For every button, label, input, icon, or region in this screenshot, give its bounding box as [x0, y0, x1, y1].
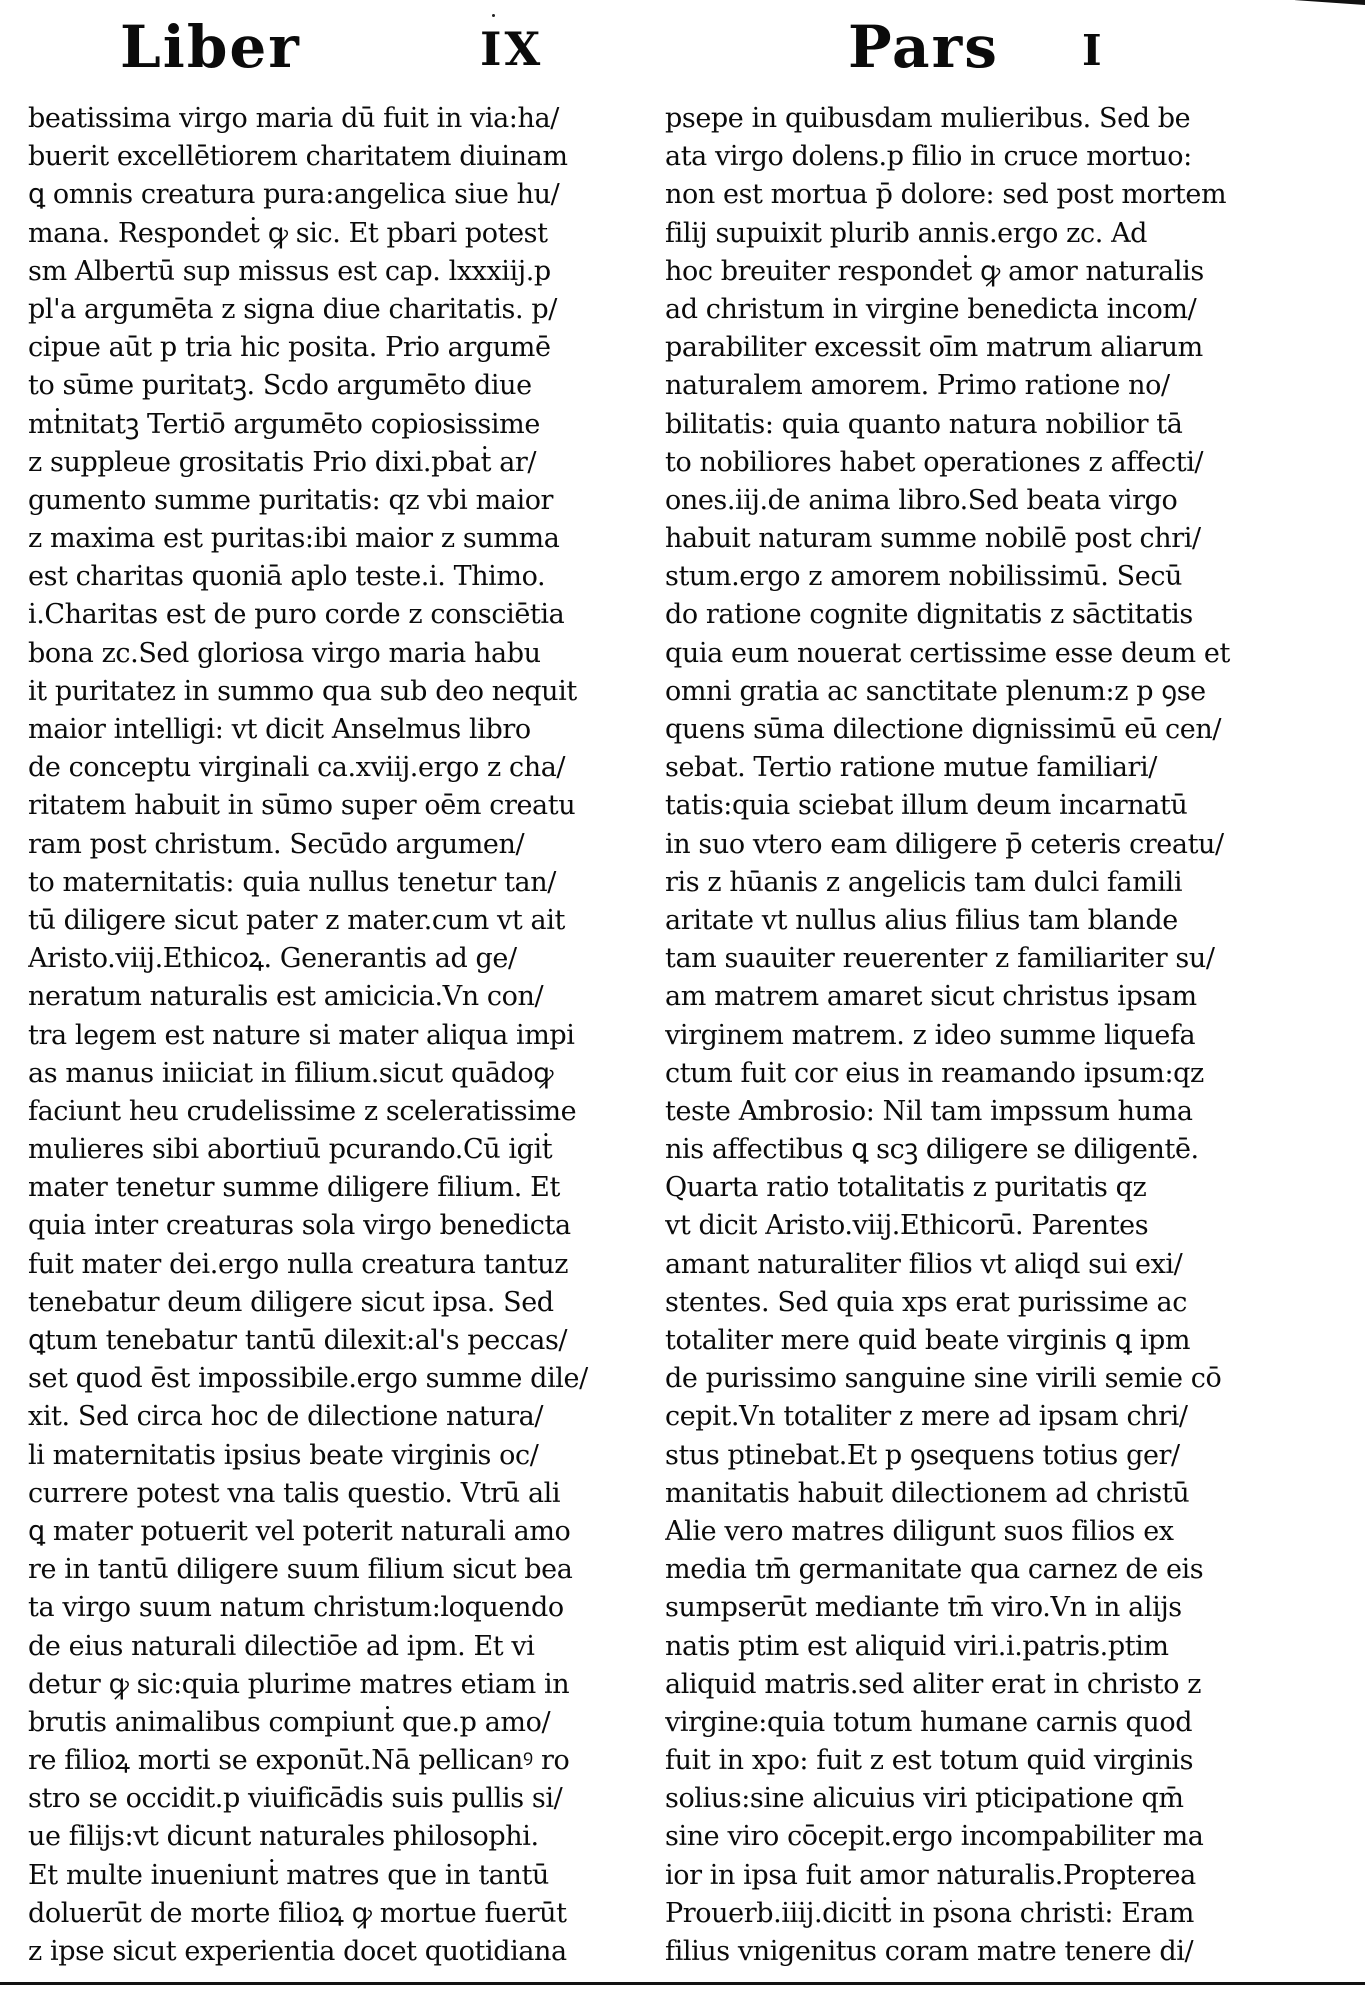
text-line-right: filius vnigenitus coram matre tenere di/	[665, 1936, 1194, 1967]
text-line-left: re in tantū diligere suum filium sicut bea	[28, 1554, 573, 1586]
text-line-left: Aristo.viij.Ethicoꝝ. Generantis ad ge/	[28, 943, 517, 975]
text-line-right: non est mortua p̄ dolore: sed post mortem	[665, 179, 1227, 211]
text-line-right: Quarta ratio totalitatis z puritatis qz	[665, 1172, 1147, 1204]
text-line-right: stum.ergo z amorem nobilissimū. Secū	[665, 561, 1183, 593]
text-line-left: as manus iniiciat in filium.sicut quādoꝙ	[28, 1057, 554, 1089]
text-line-left: set quod ēst impossibile.ergo summe dile/	[28, 1363, 588, 1395]
text-line-left: beatissima virgo maria dū fuit in via:ha/	[28, 103, 559, 134]
text-line-right: filij supuixit plurib annis.ergo zc. Ad	[665, 217, 1148, 249]
text-line-left: i.Charitas est de puro corde z consciētia	[28, 599, 565, 631]
text-line-right: to nobiliores habet operationes z affecti/	[665, 446, 1204, 478]
text-line-left: faciunt heu crudelissime z sceleratissime	[28, 1095, 577, 1127]
text-line-right: stus ptinebat.Et p ꝯsequens totius ger/	[665, 1439, 1180, 1471]
text-line-left: quia inter creaturas sola virgo benedicta	[28, 1210, 571, 1242]
text-line-right: sine viro cōcepit.ergo incompabiliter ma	[665, 1821, 1204, 1853]
text-line-right: manitatis habuit dilectionem ad christū	[665, 1477, 1190, 1509]
text-line-left: mater tenetur summe diligere filium. Et	[28, 1172, 560, 1204]
text-line-right: virginem matrem. z ideo summe liquefa	[665, 1019, 1196, 1051]
text-line-left: ta virgo suum natum christum:loquendo	[28, 1592, 564, 1624]
text-line-left: mulieres sibi abortiuū pcurando.Cū igiṫ	[28, 1134, 553, 1166]
text-column-left	[28, 100, 653, 1971]
text-line-left: de eius naturali dilectiōe ad ipm. Et vi	[28, 1630, 535, 1662]
text-line-left: li maternitatis ipsius beate virginis oc/	[28, 1439, 539, 1471]
text-column-right	[665, 100, 1265, 1971]
running-head-pars: Pars	[848, 13, 999, 81]
text-line-right: totaliter mere quid beate virginis ꝗ ipm	[665, 1325, 1191, 1356]
text-line-right: vt dicit Aristo.viij.Ethicorū. Parentes	[665, 1210, 1149, 1242]
text-line-right: in suo vtero eam diligere p̄ ceteris creatu/	[665, 828, 1224, 860]
text-line-left: fuit mater dei.ergo nulla creatura tantuz	[28, 1248, 569, 1280]
text-line-left: it puritatez in summo qua sub deo nequit	[28, 675, 577, 707]
text-line-left: z maxima est puritas:ibi maior z summa	[28, 523, 560, 555]
text-line-right: teste Ambrosio: Nil tam impssum huma	[665, 1095, 1193, 1127]
text-line-left: gumento summe puritatis: qz vbi maior	[28, 484, 554, 516]
text-line-right: ris z hūanis z angelicis tam dulci famili	[665, 866, 1183, 898]
text-line-right: omni gratia ac sanctitate plenum:z p ꝯse	[665, 675, 1206, 707]
text-line-left: buerit excellētiorem charitatem diuinam	[28, 141, 568, 173]
text-line-left: est charitas quoniā aplo teste.i. Thimo.	[28, 561, 546, 593]
text-line-right: tatis:quia sciebat illum deum incarnatū	[665, 790, 1188, 822]
text-line-left: xit. Sed circa hoc de dilectione natura/	[28, 1401, 544, 1433]
text-line-left: mṫnitatꝫ Tertiō argumēto copiosissime	[28, 408, 540, 440]
text-line-right: aritate vt nullus alius filius tam blande	[665, 904, 1178, 936]
text-line-right: natis ptim est aliquid viri.i.patris.ptim	[665, 1630, 1169, 1662]
text-line-left: currere potest vna talis questio. Vtrū ali	[28, 1477, 561, 1509]
text-line-left: sm Albertū sup missus est cap. lxxxiij.p	[28, 255, 551, 287]
text-line-right: Prouerb.iiij.dicitṫ in psona christi: Eram	[665, 1897, 1194, 1929]
text-line-right: de purissimo sanguine sine virili semie cō	[665, 1363, 1222, 1395]
scan-edge-bottom	[0, 1982, 1365, 1985]
text-line-right: amant naturaliter filios vt aliqd sui exi/	[665, 1248, 1183, 1280]
text-line-right: Alie vero matres diligunt suos filios ex	[665, 1515, 1174, 1547]
text-line-right: ior in ipsa fuit amor naturalis.Propterea	[665, 1859, 1196, 1891]
text-line-left: maior intelligi: vt dicit Anselmus libro	[28, 714, 531, 745]
text-line-right: fuit in xpo: fuit z est totum quid virginis	[665, 1745, 1194, 1777]
text-line-right: virgine:quia totum humane carnis quod	[665, 1706, 1193, 1738]
text-line-left: bona zc.Sed gloriosa virgo maria habu	[28, 637, 541, 669]
text-line-left: z ipse sicut experientia docet quotidiana	[28, 1936, 567, 1967]
text-line-right: tam suauiter reuerenter z familiariter su/	[665, 943, 1215, 975]
text-line-right: sebat. Tertio ratione mutue familiari/	[665, 752, 1157, 784]
text-line-left: z suppleue grositatis Prio dixi.pbaṫ ar/	[28, 446, 537, 478]
text-line-left: de conceptu virginali ca.xviij.ergo z cha/	[28, 752, 566, 784]
text-line-right: do ratione cognite dignitatis z sāctitatis	[665, 599, 1193, 631]
text-line-right: stentes. Sed quia xps erat purissime ac	[665, 1286, 1187, 1318]
text-line-left: ritatem habuit in sūmo super oēm creatu	[28, 790, 576, 822]
text-line-right: ad christum in virgine benedicta incom/	[665, 293, 1197, 325]
running-head-liber: Liber	[120, 13, 301, 81]
running-head-liber-number: IX	[480, 22, 544, 76]
text-line-right: nis affectibus ꝗ scꝫ diligere se diligentē.	[665, 1134, 1199, 1166]
text-line-left: cipue aūt p tria hic posita. Prio argumē	[28, 332, 551, 364]
text-line-left: detur ꝙ sic:quia plurime matres etiam in	[28, 1668, 570, 1700]
text-line-left: pl'a argumēta z signa diue charitatis. p/	[28, 293, 557, 325]
text-line-left: brutis animalibus compiunṫ que.p amo/	[28, 1706, 551, 1738]
text-line-left: ꝗ omnis creatura pura:angelica siue hu/	[28, 179, 560, 211]
text-line-right: aliquid matris.sed aliter erat in christo z	[665, 1668, 1202, 1700]
text-line-right: ctum fuit cor eius in reamando ipsum:qz	[665, 1057, 1204, 1089]
text-line-right: solius:sine alicuius viri pticipatione qm̄	[665, 1783, 1184, 1815]
text-line-left: Et multe inueniunṫ matres que in tantū	[28, 1859, 549, 1891]
text-line-left: ꝗ mater potuerit vel poterit naturali amo	[28, 1515, 571, 1547]
text-line-right: ata virgo dolens.p filio in cruce mortuo:	[665, 141, 1192, 173]
text-line-left: to sūme puritatꝫ. Scdo argumēto diue	[28, 370, 532, 402]
running-head-pars-number: I	[1082, 26, 1102, 75]
text-line-left: tra legem est nature si mater aliqua impi	[28, 1019, 575, 1051]
text-line-left: stro se occidit.p viuificādis suis pullis si/	[28, 1783, 563, 1815]
text-line-right: habuit naturam summe nobilē post chri/	[665, 523, 1201, 555]
text-line-right: naturalem amorem. Primo ratione no/	[665, 370, 1170, 402]
text-line-right: psepe in quibusdam mulieribus. Sed be	[665, 103, 1191, 134]
text-line-right: parabiliter excessit oīm matrum aliarum	[665, 332, 1203, 364]
text-line-left: ue filijs:vt dicunt naturales philosophi.	[28, 1821, 539, 1853]
text-line-left: ram post christum. Secūdo argumen/	[28, 828, 525, 860]
text-line-left: to maternitatis: quia nullus tenetur tan/	[28, 866, 556, 898]
text-line-right: quens sūma dilectione dignissimū eū cen/	[665, 714, 1222, 745]
text-line-left: tū diligere sicut pater z mater.cum vt ait	[28, 904, 565, 936]
text-line-right: hoc breuiter respondeṫ ꝙ amor naturalis	[665, 255, 1204, 287]
text-line-left: mana. Respondeṫ ꝙ sic. Et pbari potest	[28, 217, 548, 249]
text-line-left: neratum naturalis est amicicia.Vn con/	[28, 981, 544, 1013]
text-line-right: quia eum nouerat certissime esse deum et	[665, 637, 1230, 669]
text-line-right: cepit.Vn totaliter z mere ad ipsam chri/	[665, 1401, 1188, 1433]
text-line-right: am matrem amaret sicut christus ipsam	[665, 981, 1197, 1013]
text-line-right: media tm̄ germanitate qua carnez de eis	[665, 1554, 1204, 1586]
text-line-left: re filioꝝ morti se exponūt.Nā pellicanꝰ ro	[28, 1745, 570, 1777]
text-line-right: sumpserūt mediante tm̄ viro.Vn in alijs	[665, 1592, 1182, 1624]
scan-speck	[492, 14, 495, 17]
text-line-left: tenebatur deum diligere sicut ipsa. Sed	[28, 1286, 554, 1318]
scan-edge-top-right	[1295, 0, 1365, 21]
text-line-left: ꝗtum tenebatur tantū dilexit:al's peccas/	[28, 1325, 568, 1356]
text-line-left: doluerūt de morte filioꝝ ꝙ mortue fuerūt	[28, 1897, 567, 1929]
text-line-right: ones.iij.de anima libro.Sed beata virgo	[665, 484, 1178, 516]
text-line-right: bilitatis: quia quanto natura nobilior tā	[665, 408, 1183, 440]
